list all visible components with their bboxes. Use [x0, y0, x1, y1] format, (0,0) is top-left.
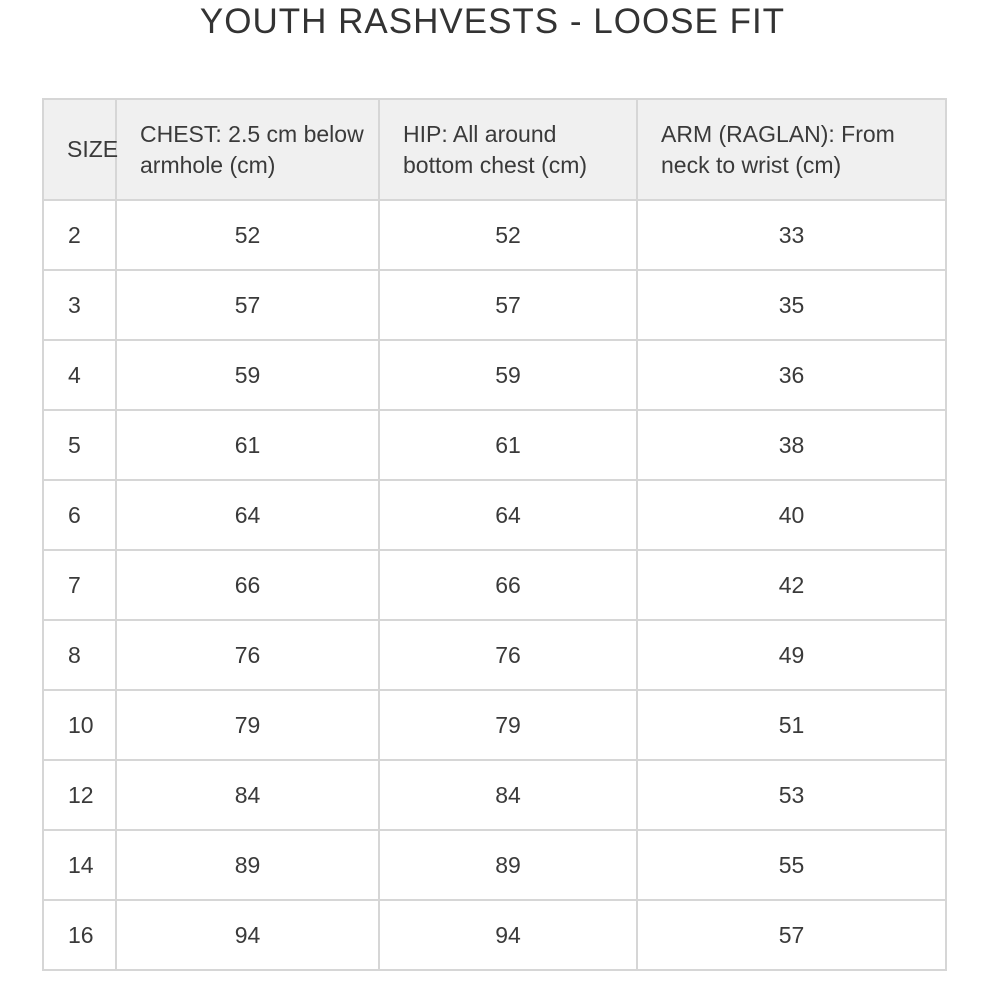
- cell-arm: 33: [637, 200, 946, 270]
- cell-hip: 66: [379, 550, 637, 620]
- table-row: [43, 270, 946, 340]
- cell-size: 10: [43, 690, 116, 760]
- cell-chest: 94: [116, 900, 379, 970]
- cell-size: 16: [43, 900, 116, 970]
- cell-arm: 55: [637, 830, 946, 900]
- cell-chest: 79: [116, 690, 379, 760]
- table-row: [43, 690, 946, 760]
- cell-arm: 38: [637, 410, 946, 480]
- cell-hip: 61: [379, 410, 637, 480]
- table-body: [43, 200, 946, 970]
- cell-hip: 94: [379, 900, 637, 970]
- table-row: [43, 410, 946, 480]
- header-size: SIZE: [43, 99, 116, 200]
- header-chest: CHEST: 2.5 cm below armhole (cm): [116, 99, 379, 200]
- table-header: [43, 99, 946, 200]
- cell-chest: 61: [116, 410, 379, 480]
- cell-chest: 57: [116, 270, 379, 340]
- cell-chest: 66: [116, 550, 379, 620]
- table-row: [43, 480, 946, 550]
- cell-hip: 52: [379, 200, 637, 270]
- cell-size: 7: [43, 550, 116, 620]
- table-row: [43, 550, 946, 620]
- cell-arm: 49: [637, 620, 946, 690]
- cell-arm: 57: [637, 900, 946, 970]
- cell-size: 3: [43, 270, 116, 340]
- cell-arm: 42: [637, 550, 946, 620]
- table-row: [43, 620, 946, 690]
- header-arm: ARM (RAGLAN): From neck to wrist (cm): [637, 99, 946, 200]
- cell-arm: 35: [637, 270, 946, 340]
- header-hip: HIP: All around bottom chest (cm): [379, 99, 637, 200]
- cell-size: 5: [43, 410, 116, 480]
- cell-size: 2: [43, 200, 116, 270]
- cell-hip: 76: [379, 620, 637, 690]
- cell-chest: 59: [116, 340, 379, 410]
- table-row: [43, 200, 946, 270]
- cell-chest: 64: [116, 480, 379, 550]
- cell-hip: 57: [379, 270, 637, 340]
- cell-chest: 84: [116, 760, 379, 830]
- cell-arm: 36: [637, 340, 946, 410]
- size-chart-table: [42, 98, 947, 971]
- table-row: [43, 900, 946, 970]
- table-row: [43, 340, 946, 410]
- table-row: [43, 830, 946, 900]
- page-title: YOUTH RASHVESTS - LOOSE FIT: [199, 2, 786, 41]
- cell-hip: 84: [379, 760, 637, 830]
- cell-hip: 59: [379, 340, 637, 410]
- cell-size: 4: [43, 340, 116, 410]
- cell-size: 14: [43, 830, 116, 900]
- cell-arm: 51: [637, 690, 946, 760]
- cell-hip: 79: [379, 690, 637, 760]
- cell-size: 8: [43, 620, 116, 690]
- cell-chest: 89: [116, 830, 379, 900]
- cell-arm: 40: [637, 480, 946, 550]
- table-row: [43, 760, 946, 830]
- cell-size: 6: [43, 480, 116, 550]
- header-row: [43, 99, 946, 200]
- cell-arm: 53: [637, 760, 946, 830]
- cell-chest: 76: [116, 620, 379, 690]
- cell-hip: 89: [379, 830, 637, 900]
- cell-hip: 64: [379, 480, 637, 550]
- cell-chest: 52: [116, 200, 379, 270]
- cell-size: 12: [43, 760, 116, 830]
